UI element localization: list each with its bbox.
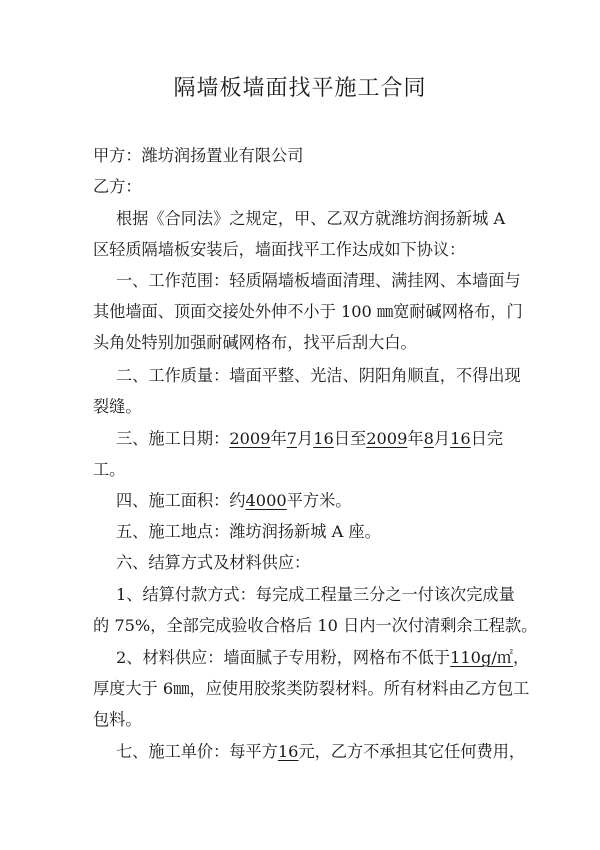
party-b: 乙方： <box>93 177 142 196</box>
section-4: 四、施工面积：约4000平方米。 <box>116 491 352 510</box>
area-value: 4000 <box>245 491 287 510</box>
page-title: 隔墙板墙面找平施工合同 <box>173 76 427 101</box>
intro-line-2: 区轻质隔墙板安装后，墙面找平工作达成如下协议： <box>93 240 466 259</box>
section-5: 五、施工地点：潍坊润扬新城 A 座。 <box>116 522 381 541</box>
section-6-2-line-3: 包料。 <box>93 710 142 729</box>
party-a: 甲方：潍坊润扬置业有限公司 <box>93 146 304 165</box>
intro-line-1: 根据《合同法》之规定，甲、乙双方就潍坊润扬新城 A <box>116 209 506 228</box>
unit-price: 16 <box>277 742 299 761</box>
section-1-line-2: 其他墙面、顶面交接处外伸不小于 100 ㎜宽耐碱网格布，门 <box>93 302 523 321</box>
section-6: 六、结算方式及材料供应： <box>116 553 311 572</box>
section-2-line-2: 裂缝。 <box>93 397 142 416</box>
section-3-line-2: 工。 <box>93 460 126 479</box>
section-6-1-line-2: 的 75%，全部完成验收合格后 10 日内一次付清剩余工程款。 <box>93 616 538 635</box>
start-year: 2009 <box>229 429 271 448</box>
section-6-2-line-1: 2、材料供应：墙面腻子专用粉，网格布不低于110g/㎡， <box>116 648 530 667</box>
start-month: 7 <box>286 429 298 448</box>
end-day: 16 <box>450 429 471 448</box>
section-6-1-line-1: 1、结算付款方式：每完成工程量三分之一付该次完成量 <box>116 585 515 604</box>
end-year: 2009 <box>366 429 408 448</box>
section-3-line-1: 三、施工日期：2009年7月16日至2009年8月16日完 <box>116 429 504 448</box>
section-3-prefix: 三、施工日期： <box>116 429 230 448</box>
section-2-line-1: 二、工作质量：墙面平整、光洁、阴阳角顺直，不得出现 <box>116 366 521 385</box>
end-month: 8 <box>423 429 434 448</box>
mesh-spec: 110g/㎡ <box>450 648 513 667</box>
section-1-line-1: 一、工作范围：轻质隔墙板墙面清理、满挂网、本墙面与 <box>116 271 521 290</box>
section-6-2-line-2: 厚度大于 6㎜，应使用胶浆类防裂材料。所有材料由乙方包工 <box>93 679 530 698</box>
start-day: 16 <box>313 429 334 448</box>
section-1-line-3: 头角处特别加强耐碱网格布，找平后刮大白。 <box>93 333 417 352</box>
section-7: 七、施工单价：每平方16元，乙方不承担其它任何费用， <box>116 742 526 761</box>
